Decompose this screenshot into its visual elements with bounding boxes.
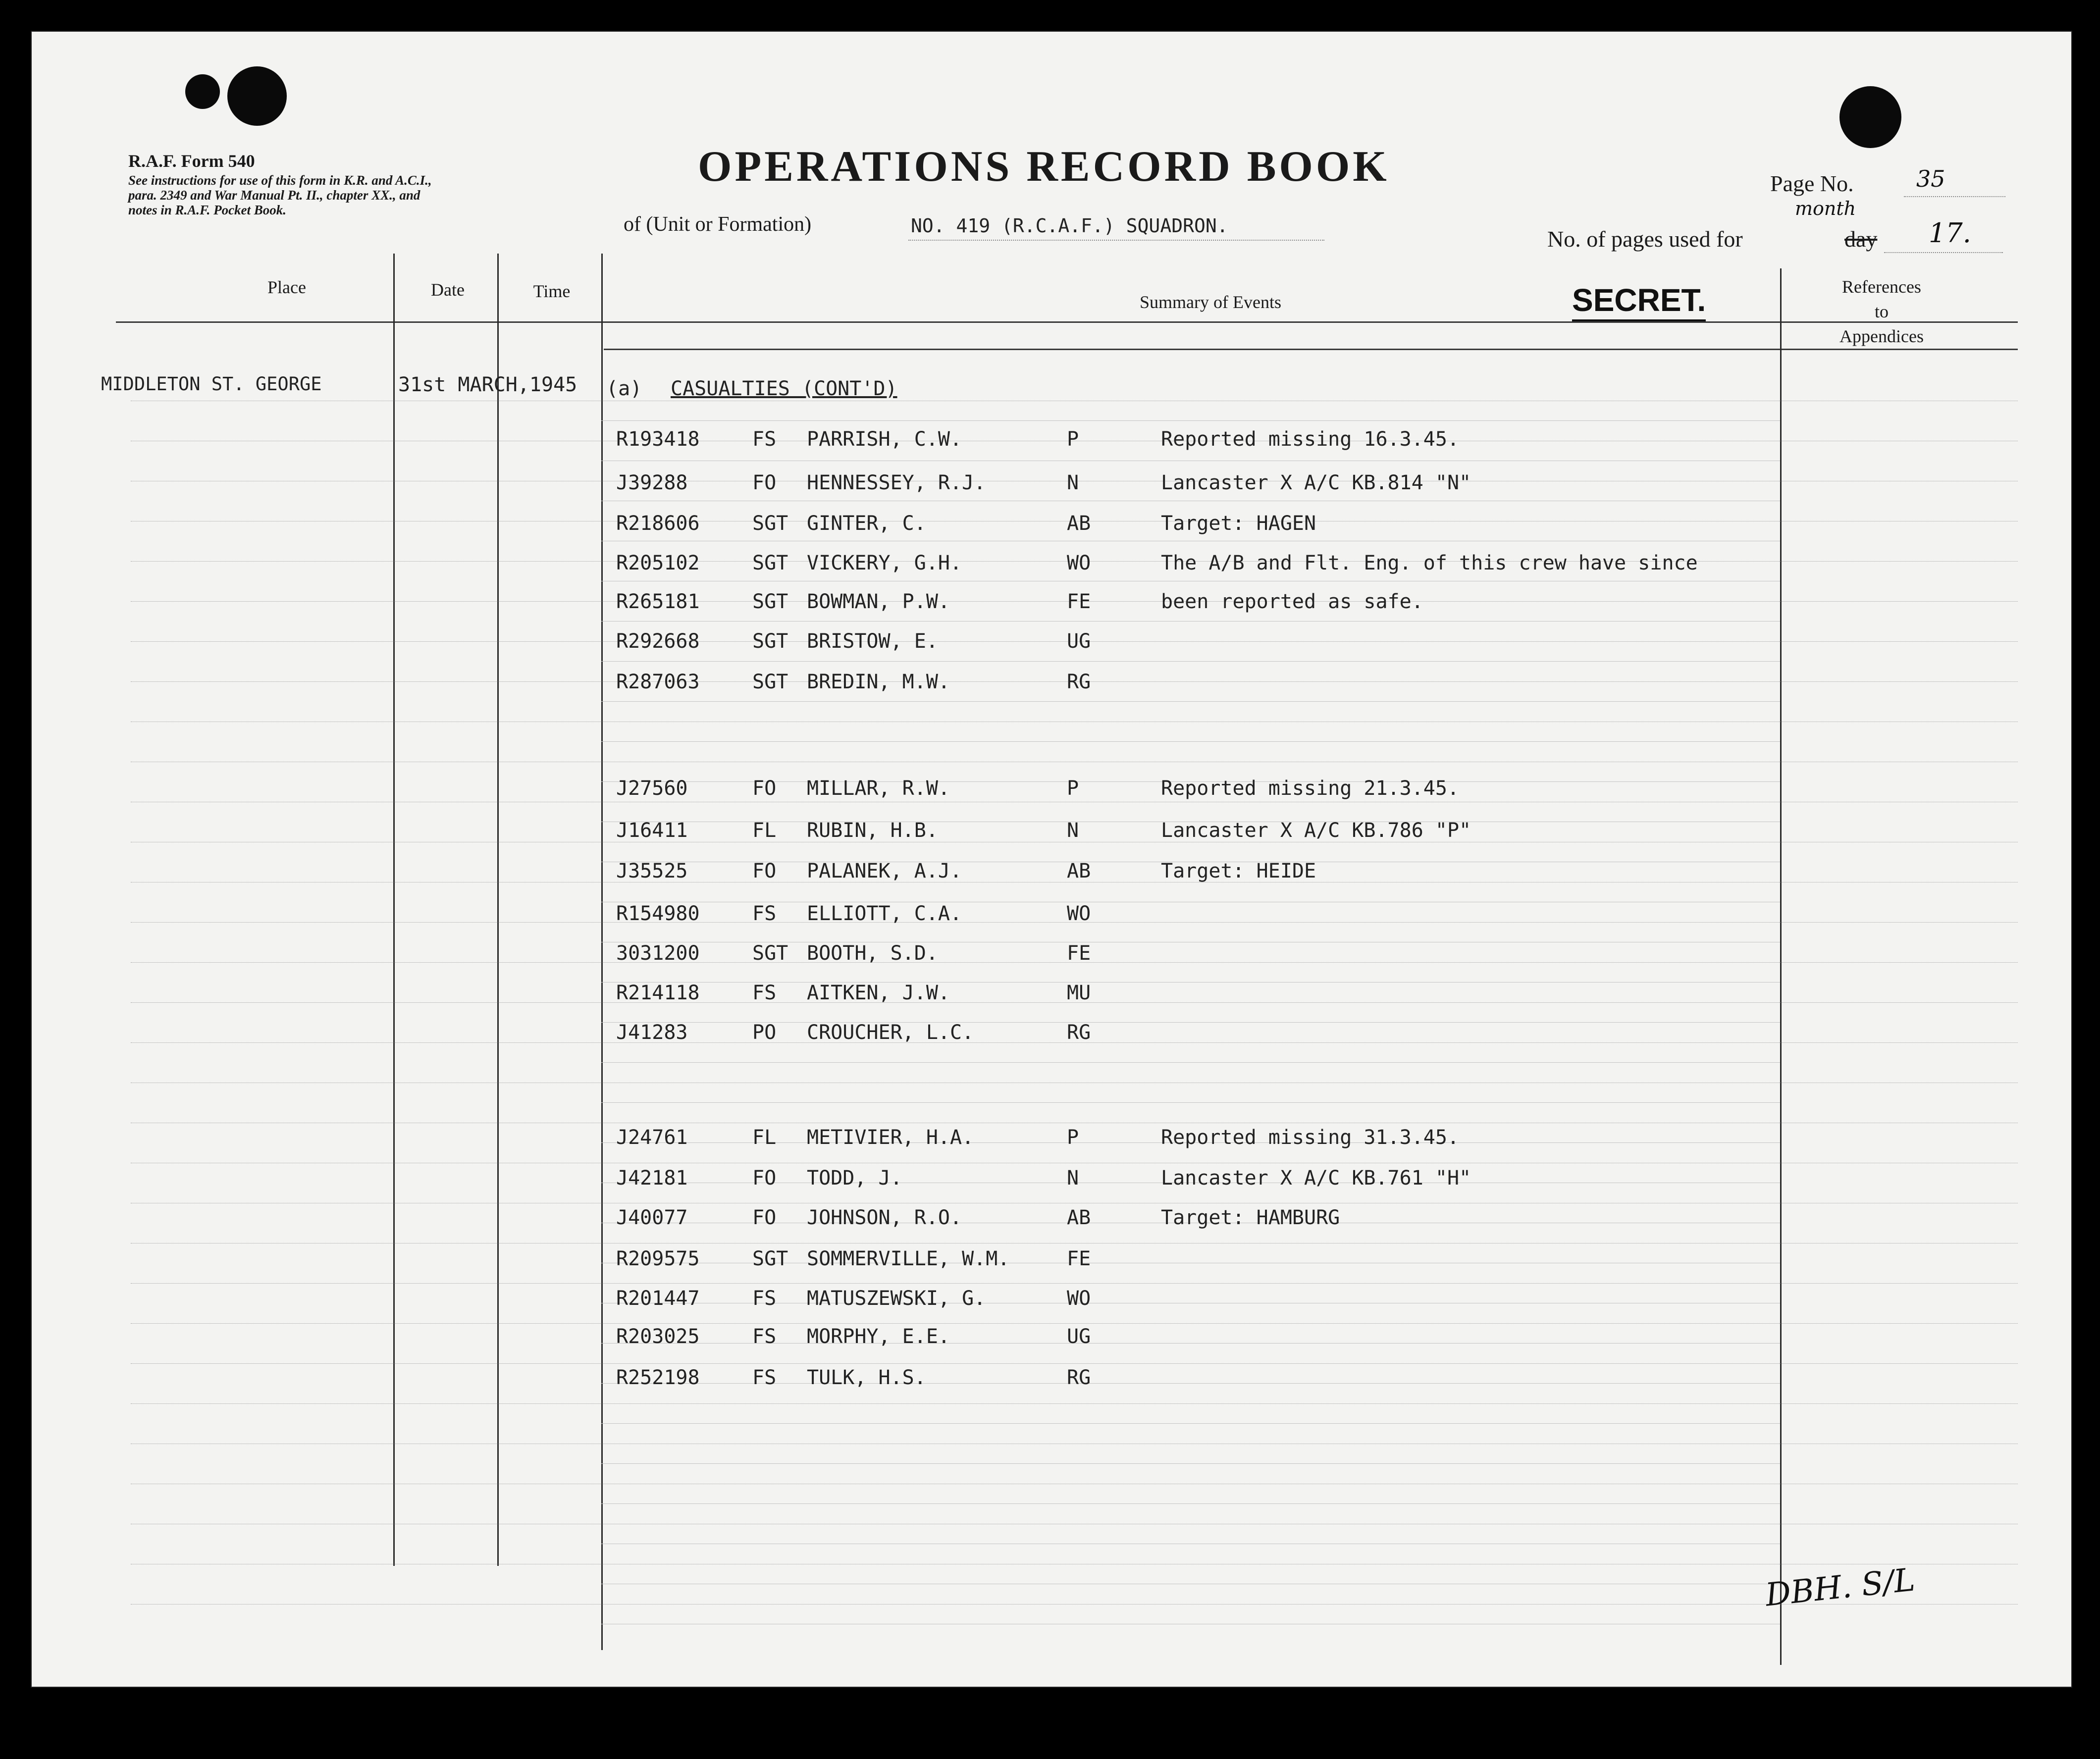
crew-name: BREDIN, M.W. [807, 671, 950, 693]
rank: FO [752, 1167, 777, 1190]
rule-date-time [497, 254, 499, 1566]
crew-role: P [1067, 1126, 1079, 1149]
page-no-value: 35 [1916, 165, 1945, 192]
rank: FO [752, 860, 777, 882]
rank: SGT [752, 512, 788, 535]
service-number: R154980 [616, 902, 700, 925]
ruled-line-summary [601, 1022, 1780, 1023]
rank: SGT [752, 552, 788, 574]
crew-role: FE [1067, 590, 1091, 613]
crew-name: AITKEN, J.W. [807, 982, 950, 1004]
crew-role: RG [1067, 1021, 1091, 1044]
rank: FO [752, 471, 777, 494]
crew-role: N [1067, 819, 1079, 842]
ruled-line [131, 1283, 2018, 1284]
service-number: R209575 [616, 1247, 700, 1270]
rule-time-summary [601, 254, 603, 1650]
ruled-line-summary [601, 741, 1780, 742]
event-note: Target: HEIDE [1161, 860, 1316, 882]
page-no-label: Page No. [1770, 171, 1854, 196]
references-line: to [1874, 302, 1889, 321]
event-note: Lancaster X A/C KB.786 "P" [1161, 819, 1471, 842]
crew-name: VICKERY, G.H. [807, 552, 962, 574]
pages-used-dotted-line [1884, 252, 2003, 253]
form-number: R.A.F. Form 540 [128, 151, 255, 171]
rank: FL [752, 1126, 777, 1149]
form-sheet [31, 31, 2072, 1688]
entry-date: 31st MARCH,1945 [398, 373, 578, 396]
crew-name: TODD, J. [807, 1167, 902, 1190]
pages-used-struck: day [1844, 226, 1878, 252]
event-note: been reported as safe. [1161, 590, 1423, 613]
crew-role: AB [1067, 512, 1091, 535]
service-number: R203025 [616, 1325, 700, 1348]
unit-value: NO. 419 (R.C.A.F.) SQUADRON. [911, 215, 1228, 237]
rank: FS [752, 1325, 777, 1348]
ruled-line [131, 1363, 2018, 1364]
column-references [1787, 274, 1976, 349]
instruction-line: para. 2349 and War Manual Pt. II., chapter XX., and [128, 188, 420, 203]
service-number: J39288 [616, 471, 688, 494]
ruled-line-summary [601, 1463, 1780, 1464]
service-number: R193418 [616, 428, 700, 451]
ruled-line-summary [601, 420, 1780, 421]
entry-heading-prefix: (a) [606, 377, 642, 400]
references-line: Appendices [1839, 326, 1924, 346]
rank: FS [752, 428, 777, 451]
crew-name: MATUSZEWSKI, G. [807, 1287, 986, 1310]
rank: FO [752, 1206, 777, 1229]
column-summary: Summary of Events [1140, 292, 1281, 312]
signature: DBH. S/L [1763, 1561, 1917, 1614]
crew-role: WO [1067, 1287, 1091, 1310]
crew-name: BOWMAN, P.W. [807, 590, 950, 613]
rank: FS [752, 1366, 777, 1389]
service-number: R252198 [616, 1366, 700, 1389]
event-note: The A/B and Flt. Eng. of this crew have since [1161, 552, 1698, 574]
ruled-line [131, 1403, 2018, 1404]
rule-place-date [393, 254, 395, 1566]
service-number: R218606 [616, 512, 700, 535]
crew-role: AB [1067, 1206, 1091, 1229]
ruled-line-summary [601, 1102, 1780, 1103]
crew-name: PALANEK, A.J. [807, 860, 962, 882]
punch-hole-left [227, 66, 287, 126]
punch-hole-right [1839, 86, 1901, 148]
rank: SGT [752, 590, 788, 613]
crew-role: FE [1067, 1247, 1091, 1270]
service-number: R265181 [616, 590, 700, 613]
crew-role: FE [1067, 942, 1091, 965]
rank: FL [752, 819, 777, 842]
header-rule [116, 321, 2018, 323]
service-number: R287063 [616, 671, 700, 693]
unit-dotted-line [908, 240, 1324, 241]
rank: FO [752, 777, 777, 800]
crew-name: BRISTOW, E. [807, 630, 938, 653]
crew-name: RUBIN, H.B. [807, 819, 938, 842]
crew-role: UG [1067, 1325, 1091, 1348]
instruction-line: See instructions for use of this form in K.R. and A.C.I., [128, 173, 432, 188]
instruction-line: notes in R.A.F. Pocket Book. [128, 203, 287, 217]
service-number: 3031200 [616, 942, 700, 965]
rule-summary-refs [1780, 268, 1782, 1665]
ruled-line-summary [601, 982, 1780, 983]
service-number: R214118 [616, 982, 700, 1004]
column-date: Date [431, 280, 465, 300]
crew-role: P [1067, 777, 1079, 800]
crew-name: SOMMERVILLE, W.M. [807, 1247, 1010, 1270]
entry-place: MIDDLETON ST. GEORGE [101, 373, 322, 395]
ruled-line-summary [601, 701, 1780, 702]
event-note: Reported missing 16.3.45. [1161, 428, 1460, 451]
crew-role: WO [1067, 552, 1091, 574]
header-bottom-rule [604, 349, 2018, 350]
references-line: References [1842, 277, 1921, 297]
ruled-line-summary [601, 1343, 1780, 1344]
rank: SGT [752, 630, 788, 653]
crew-name: JOHNSON, R.O. [807, 1206, 962, 1229]
service-number: R205102 [616, 552, 700, 574]
rank: FS [752, 1287, 777, 1310]
crew-name: BOOTH, S.D. [807, 942, 938, 965]
crew-role: N [1067, 471, 1079, 494]
crew-name: GINTER, C. [807, 512, 926, 535]
rank: SGT [752, 942, 788, 965]
crew-role: N [1067, 1167, 1079, 1190]
column-time: Time [533, 281, 571, 301]
rank: SGT [752, 671, 788, 693]
crew-name: CROUCHER, L.C. [807, 1021, 974, 1044]
entry-heading: CASUALTIES (CONT'D) [671, 377, 897, 400]
service-number: J40077 [616, 1206, 688, 1229]
rank: FS [752, 982, 777, 1004]
crew-role: WO [1067, 902, 1091, 925]
rank: SGT [752, 1247, 788, 1270]
service-number: R292668 [616, 630, 700, 653]
service-number: J16411 [616, 819, 688, 842]
event-note: Lancaster X A/C KB.814 "N" [1161, 471, 1471, 494]
crew-role: RG [1067, 671, 1091, 693]
pages-used-label: No. of pages used for [1547, 226, 1743, 252]
pages-used-correction: month [1795, 198, 1856, 219]
ruled-line-summary [601, 1383, 1780, 1384]
pages-used-value: 17. [1929, 217, 1971, 249]
form-instructions [128, 173, 432, 217]
service-number: J27560 [616, 777, 688, 800]
secret-stamp: SECRET. [1572, 282, 1706, 321]
crew-name: PARRISH, C.W. [807, 428, 962, 451]
crew-name: MILLAR, R.W. [807, 777, 950, 800]
column-place: Place [267, 277, 306, 297]
service-number: J42181 [616, 1167, 688, 1190]
crew-role: UG [1067, 630, 1091, 653]
service-number: J24761 [616, 1126, 688, 1149]
crew-role: MU [1067, 982, 1091, 1004]
service-number: R201447 [616, 1287, 700, 1310]
event-note: Lancaster X A/C KB.761 "H" [1161, 1167, 1471, 1190]
punch-hole-left-small [185, 74, 220, 109]
crew-name: METIVIER, H.A. [807, 1126, 974, 1149]
ruled-line-summary [601, 1503, 1780, 1504]
service-number: J35525 [616, 860, 688, 882]
rank: FS [752, 902, 777, 925]
crew-name: TULK, H.S. [807, 1366, 926, 1389]
ruled-line-summary [601, 1062, 1780, 1063]
rank: PO [752, 1021, 777, 1044]
ruled-line-summary [601, 1423, 1780, 1424]
unit-label: of (Unit or Formation) [624, 213, 812, 236]
page-no-dotted-line [1904, 196, 2005, 197]
crew-role: RG [1067, 1366, 1091, 1389]
event-note: Target: HAMBURG [1161, 1206, 1340, 1229]
crew-role: AB [1067, 860, 1091, 882]
crew-name: ELLIOTT, C.A. [807, 902, 962, 925]
event-note: Reported missing 31.3.45. [1161, 1126, 1460, 1149]
page-title: OPERATIONS RECORD BOOK [698, 143, 1390, 191]
service-number: J41283 [616, 1021, 688, 1044]
event-note: Target: HAGEN [1161, 512, 1316, 535]
ruled-line [131, 1323, 2018, 1324]
crew-name: MORPHY, E.E. [807, 1325, 950, 1348]
ruled-line-summary [601, 661, 1780, 662]
event-note: Reported missing 21.3.45. [1161, 777, 1460, 800]
crew-name: HENNESSEY, R.J. [807, 471, 986, 494]
crew-role: P [1067, 428, 1079, 451]
